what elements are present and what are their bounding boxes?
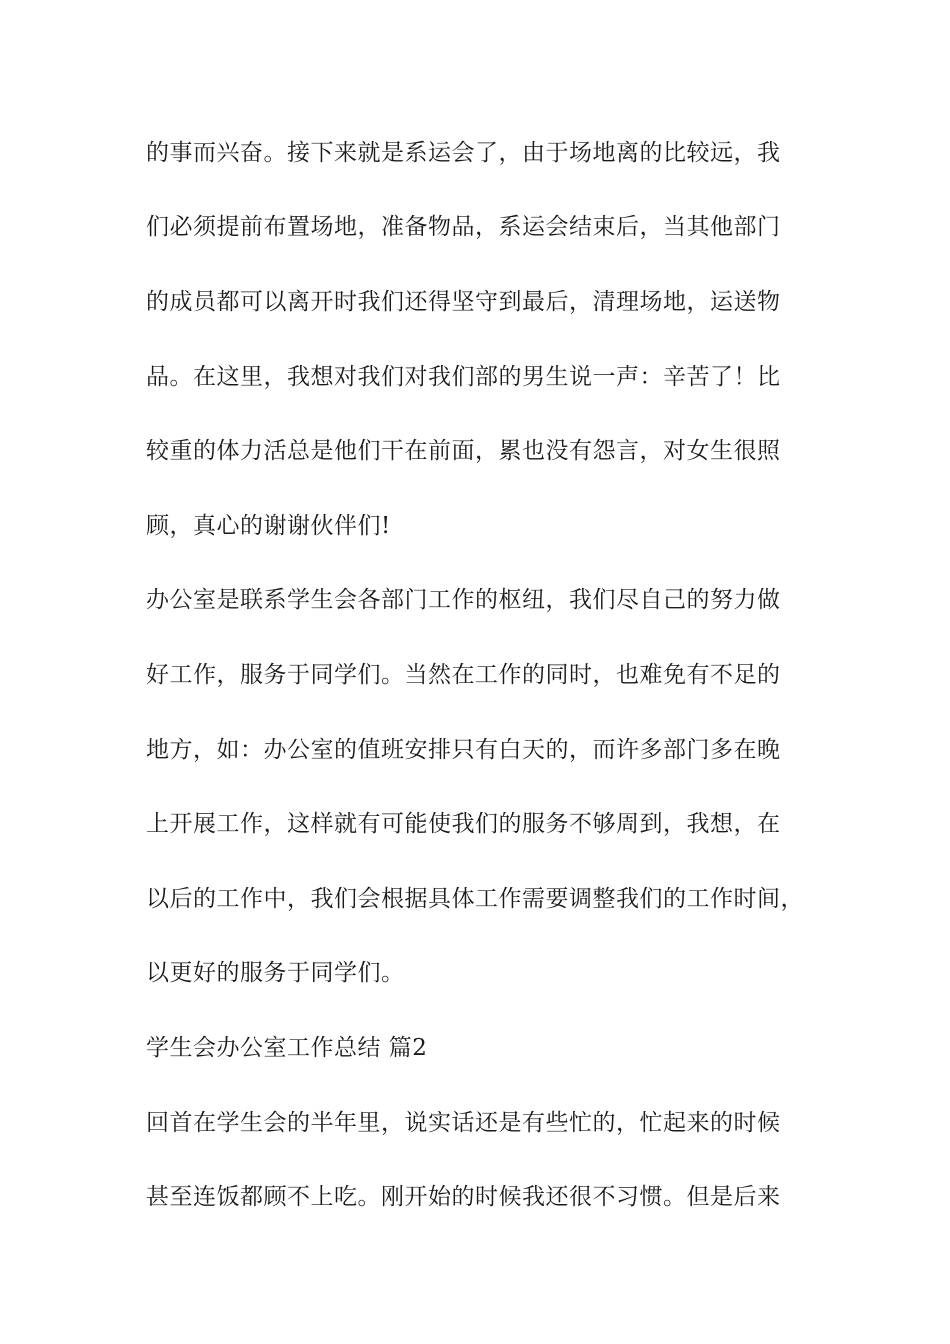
paragraph-line: 以后的工作中，我们会根据具体工作需要调整我们的工作时间， xyxy=(146,886,804,912)
paragraph-line: 们必须提前布置场地，准备物品，系运会结束后，当其他部门 xyxy=(146,214,781,240)
paragraph-line: 地方，如：办公室的值班安排只有白天的，而许多部门多在晚 xyxy=(146,737,781,763)
paragraph-line: 的成员都可以离开时我们还得坚守到最后，清理场地，运送物 xyxy=(146,289,781,315)
paragraph-line: 甚至连饭都顾不上吃。刚开始的时候我还很不习惯。但是后来 xyxy=(146,1184,781,1210)
paragraph-line: 好工作，服务于同学们。当然在工作的同时，也难免有不足的 xyxy=(146,662,781,688)
paragraph-line: 办公室是联系学生会各部门工作的枢纽，我们尽自己的努力做 xyxy=(146,587,781,613)
paragraph-line: 以更好的服务于同学们。 xyxy=(146,960,405,986)
paragraph-line: 较重的体力活总是他们干在前面，累也没有怨言，对女生很照 xyxy=(146,438,781,464)
paragraph-line: 的事而兴奋。接下来就是系运会了，由于场地离的比较远，我 xyxy=(146,140,781,166)
paragraph-line: 顾，真心的谢谢伙伴们! xyxy=(146,513,391,539)
paragraph-line: 上开展工作，这样就有可能使我们的服务不够周到，我想，在 xyxy=(146,811,781,837)
section-heading: 学生会办公室工作总结 篇2 xyxy=(146,1035,428,1061)
paragraph-line: 回首在学生会的半年里，说实话还是有些忙的，忙起来的时候 xyxy=(146,1110,781,1136)
paragraph-line: 品。在这里，我想对我们对我们部的男生说一声：辛苦了！比 xyxy=(146,364,781,390)
